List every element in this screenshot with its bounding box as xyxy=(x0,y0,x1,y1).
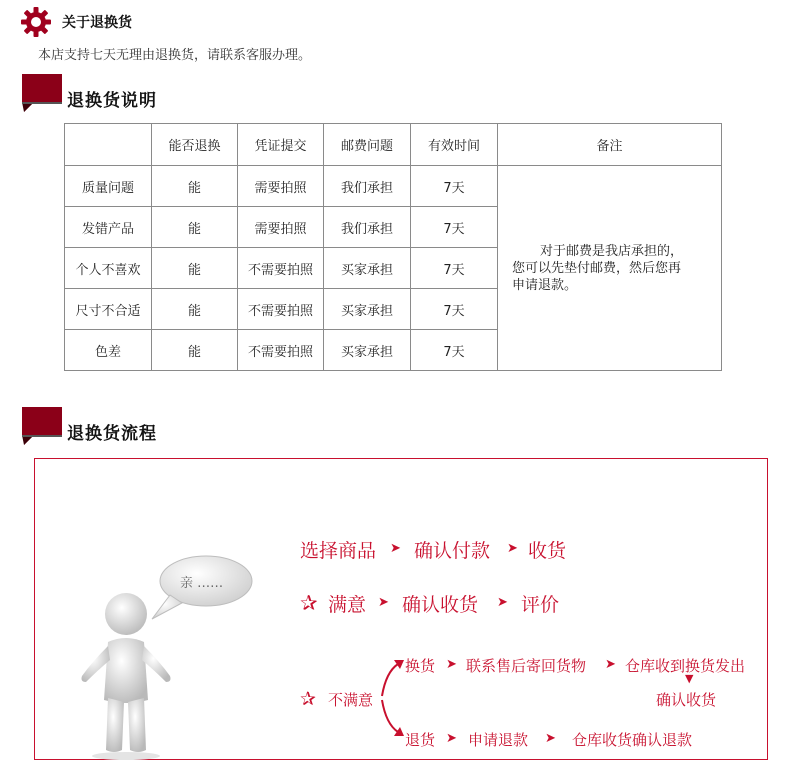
table-cell: 7天 xyxy=(411,207,498,248)
table-cell: 能 xyxy=(152,289,238,330)
remark-line: 申请退款。 xyxy=(512,277,578,293)
column-header: 凭证提交 xyxy=(238,124,324,166)
arrow-down-icon: ▼ xyxy=(685,672,694,685)
table-cell: 个人不喜欢 xyxy=(65,248,152,289)
section-marker-icon xyxy=(18,405,66,447)
arrow-right-icon: ➤ xyxy=(446,657,457,672)
table-row xyxy=(65,166,722,207)
star-icon: ✰ xyxy=(300,591,318,615)
table-cell: 能 xyxy=(152,248,238,289)
column-header: 邮费问题 xyxy=(324,124,411,166)
remark-line: 对于邮费是我店承担的， xyxy=(540,243,684,259)
table-cell: 7天 xyxy=(411,248,498,289)
section-title-returns-process: 退换货流程 xyxy=(67,424,157,444)
table-cell: 色差 xyxy=(65,330,152,371)
flow-step-warehouse-refund: 仓库收货确认退款 xyxy=(572,731,693,749)
table-cell: 尺寸不合适 xyxy=(65,289,152,330)
flow-step-confirm-payment: 确认付款 xyxy=(414,540,491,562)
table-cell: 能 xyxy=(152,166,238,207)
table-cell: 7天 xyxy=(411,330,498,371)
table-cell: 不需要拍照 xyxy=(238,248,324,289)
table-cell: 7天 xyxy=(411,289,498,330)
flow-step-warehouse-ship: 仓库收到换货发出 xyxy=(625,657,746,675)
flow-step-refund: 退货 xyxy=(405,731,436,749)
table-cell: 质量问题 xyxy=(65,166,152,207)
arrow-right-icon: ➤ xyxy=(605,657,616,672)
page-title: 关于退换货 xyxy=(62,15,132,31)
section-marker-icon xyxy=(18,72,66,114)
table-cell: 发错产品 xyxy=(65,207,152,248)
table-cell: 能 xyxy=(152,207,238,248)
flow-step-select-product: 选择商品 xyxy=(300,540,377,562)
flow-step-exchange-confirm: 确认收货 xyxy=(656,691,717,709)
bubble-text: 亲 …… xyxy=(180,576,224,591)
flow-step-return-goods: 联系售后寄回货物 xyxy=(466,657,587,675)
gear-icon xyxy=(20,6,52,38)
table-cell: 不需要拍照 xyxy=(238,289,324,330)
arrow-right-icon: ➤ xyxy=(390,541,401,556)
table-header-row xyxy=(65,124,722,166)
remark-cell xyxy=(498,166,722,371)
flow-step-satisfied: 满意 xyxy=(328,594,367,616)
table-cell: 需要拍照 xyxy=(238,207,324,248)
arrow-right-icon: ➤ xyxy=(497,595,508,610)
table-cell: 我们承担 xyxy=(324,166,411,207)
table-cell: 买家承担 xyxy=(324,248,411,289)
arrow-right-icon: ➤ xyxy=(446,731,457,746)
table-cell: 7天 xyxy=(411,166,498,207)
remark-line: 您可以先垫付邮费，然后您再 xyxy=(512,260,682,276)
flow-step-confirm-receipt: 确认收货 xyxy=(402,594,479,616)
column-header: 备注 xyxy=(498,124,722,166)
flow-step-receive: 收货 xyxy=(528,540,567,562)
column-header xyxy=(65,124,152,166)
arrow-right-icon: ➤ xyxy=(378,595,389,610)
policy-note: 本店支持七天无理由退换货，请联系客服办理。 xyxy=(38,48,312,63)
table-cell: 我们承担 xyxy=(324,207,411,248)
column-header: 能否退换 xyxy=(152,124,238,166)
arrow-right-icon: ➤ xyxy=(545,731,556,746)
flow-step-apply-refund: 申请退款 xyxy=(468,731,529,749)
table-cell: 买家承担 xyxy=(324,289,411,330)
table-cell: 能 xyxy=(152,330,238,371)
section-title-returns-info: 退换货说明 xyxy=(67,91,157,111)
table-cell: 买家承担 xyxy=(324,330,411,371)
column-header: 有效时间 xyxy=(411,124,498,166)
branch-arrows-icon xyxy=(378,656,408,740)
flow-step-exchange: 换货 xyxy=(405,657,436,675)
flow-step-review: 评价 xyxy=(521,594,560,616)
returns-table xyxy=(64,123,722,371)
flow-step-unsatisfied: 不满意 xyxy=(328,691,374,709)
arrow-right-icon: ➤ xyxy=(507,541,518,556)
table-cell: 需要拍照 xyxy=(238,166,324,207)
table-cell: 不需要拍照 xyxy=(238,330,324,371)
star-icon: ✰ xyxy=(300,688,316,710)
